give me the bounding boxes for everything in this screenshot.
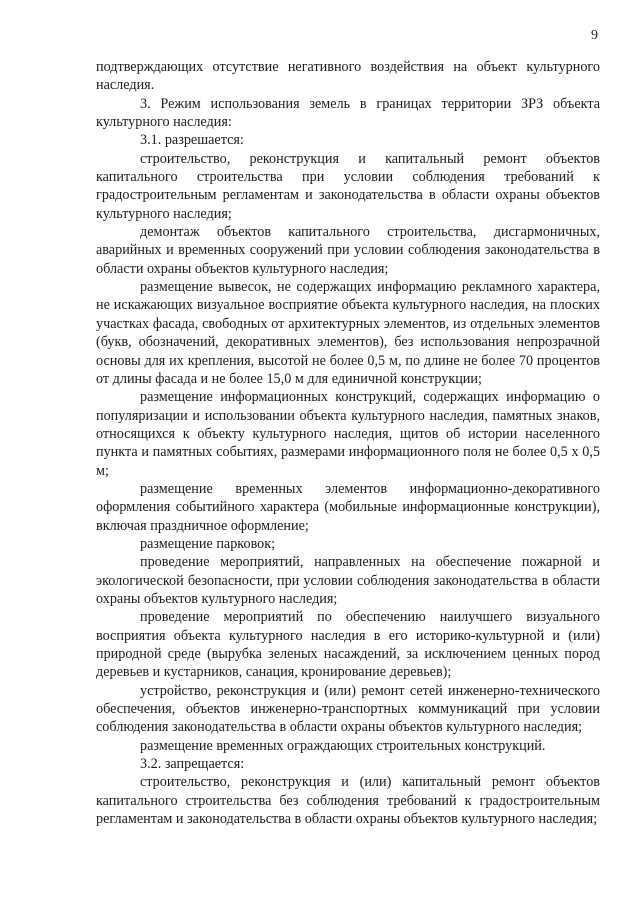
paragraph-allowed-signage: размещение вывесок, не содержащих информацию рекламного характера, не искажающих визуальное восприятие объекта культурного наследия, на плоских участках фасада, свободных от архитектурных элементов, из отдельных элементов (букв, обозначений, декоративных элементов), без использования непрозрачной основы для их крепления, высотой не более 0,5 м, по длине не более 70 процентов от длины фасада и не более 15,0 м для единичной конструкции; [96, 279, 600, 387]
paragraph-allowed-parking: размещение парковок; [140, 535, 276, 552]
paragraph-allowed-fire-safety: проведение мероприятий, направленных на обеспечение пожарной и экологической безопасности, при условии соблюдения законодательства в области охраны объектов культурного наследия; [96, 554, 600, 607]
paragraph-allowed-visual-perception: проведение мероприятий по обеспечению наилучшего визуального восприятия объекта культурного наследия в его историко-культурной и (или) природной среде (вырубка зеленых насаждений, за исключением ценных пород деревьев и кустарников, санация, кронирование деревьев); [96, 609, 600, 681]
paragraph-allowed-temporary-fencing: размещение временных ограждающих строительных конструкций. [140, 737, 546, 754]
paragraph-allowed-utility-networks: устройство, реконструкция и (или) ремонт сетей инженерно-технического обеспечения, объектов инженерно-транспортных коммуникаций при условии соблюдения законодательства в области охраны объектов культурного наследия; [96, 682, 600, 736]
document-body [96, 58, 600, 828]
paragraph-section-3-heading: 3. Режим использования земель в границах территории ЗРЗ объекта культурного наследия: [96, 95, 600, 131]
paragraph-prohibited-construction: строительство, реконструкция и (или) капитальный ремонт объектов капитального строительства без соблюдения требований к градостроительным регламентам и законодательства в области охраны объектов культурного наследия; [96, 774, 600, 828]
page-number: 9 [591, 28, 598, 43]
paragraph-allowed-demolition: демонтаж объектов капитального строительства, дисгармоничных, аварийных и временных сооружений при условии соблюдения законодательства в области охраны объектов культурного наследия; [96, 224, 600, 277]
paragraph-allowed-temporary-decor: размещение временных элементов информационно-декоративного оформления событийного характера (мобильные информационные конструкции), включая праздничное оформление; [96, 480, 600, 534]
paragraph-subsection-3-1-heading: 3.1. разрешается: [140, 132, 244, 149]
paragraph-continuation: подтверждающих отсутствие негативного воздействия на объект культурного наследия. [96, 59, 600, 94]
paragraph-allowed-info-structures: размещение информационных конструкций, содержащих информацию о популяризации и использовании объекта культурного наследия, памятных знаков, относящихся к объекту культурного наследия, щитов об истории населенного пункта и памятных событиях, размерами информационного поля не более 0,5 х 0,5 м; [96, 389, 600, 479]
paragraph-subsection-3-2-heading: 3.2. запрещается: [140, 756, 245, 773]
paragraph-allowed-construction: строительство, реконструкция и капитальный ремонт объектов капитального строительства при условии соблюдения требований к градостроительным регламентам и законодательства в области охраны объектов культурного наследия; [96, 150, 600, 222]
